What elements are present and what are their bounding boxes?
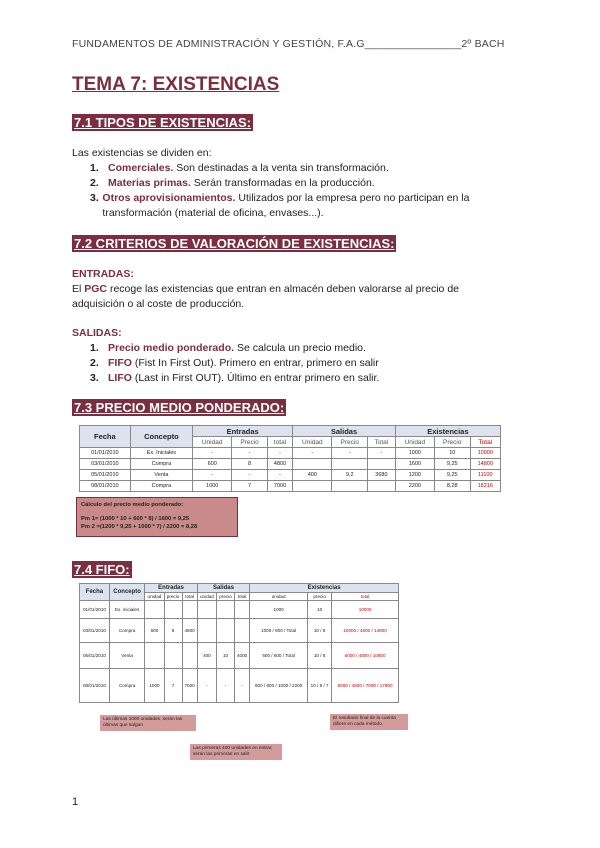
tipos-list [90, 161, 510, 221]
subheader: Unidad [193, 437, 232, 448]
entradas-text: El PGC recoge las existencias que entran en almacén deben valorarse al precio de adquisición o al coste de producción. [72, 283, 459, 310]
table-row: 01/01/2010 Ex. Iniciales - - - - - - 1000 10 10000 [80, 448, 501, 459]
calc-title: Cálculo del precio medio ponderado: [81, 502, 184, 508]
intro-text: Las existencias se dividen en: [72, 147, 212, 159]
list-item: 3. Otros aprovisionamientos. Utilizados por la empresa pero no participan en la transformación (material de oficina, envases...). [90, 192, 470, 219]
calc-line: Pm 1= (1000 * 10 + 600 * 8) / 1600 = 9,25 [81, 516, 190, 522]
subheader: precio [308, 593, 332, 601]
table-row: 03/01/2010 Compra 600 8 4800 1000 / 600 / Total 10 / 8 10000 / 4800 / 14800 [80, 619, 399, 643]
subheader: Precio [332, 437, 368, 448]
subheader: precio [164, 593, 182, 601]
salidas-list [90, 341, 510, 386]
page-title: TEMA 7: EXISTENCIAS [72, 74, 280, 95]
pmp-table [79, 425, 501, 492]
subheader: precio [217, 593, 235, 601]
subheader: unidad [197, 593, 216, 601]
section-heading-criterios: 7.2 CRITERIOS DE VALORACIÓN DE EXISTENCIAS: [74, 236, 395, 251]
page-header: FUNDAMENTOS DE ADMINISTRACIÓN Y GESTIÓN, F.A.G________________2º BACH [72, 38, 505, 50]
col-fecha: Fecha [80, 584, 110, 601]
page-number: 1 [72, 796, 79, 808]
table-row: 05/01/2010 Venta - - - 400 9,2 3680 1200 9,25 11100 [80, 470, 501, 481]
list-item: 2. Materias primas. Serán transformadas en la producción. [90, 177, 375, 189]
subheader: unidad [250, 593, 308, 601]
table-row: 03/01/2010 Compra 600 8 4800 1600 9,25 14800 [80, 459, 501, 470]
section-heading-pmp: 7.3 PRECIO MEDIO PONDERADO: [74, 400, 285, 415]
fifo-note-resultado: El resultado final de la cuenta difiere en cada método. [330, 714, 408, 730]
table-row: 08/01/2010 Compra 1000 7 7000 2200 8,28 18216 [80, 481, 501, 492]
calc-line: Pm 2 =(1200 * 9,25 + 1000 * 7) / 2200 = 8,28 [81, 524, 198, 530]
fifo-note-ultimas: Las últimas 1000 unidades, serán las últimas que salgan [100, 715, 196, 731]
subheader: Total [368, 437, 396, 448]
pmp-calculation-box [76, 497, 238, 537]
fifo-table [79, 583, 399, 703]
subheader: total [332, 593, 399, 601]
list-item: 2. FIFO (Fist In First Out). Primero en entrar, primero en salir [90, 357, 379, 369]
col-salidas: Salidas [197, 584, 249, 593]
entradas-label: ENTRADAS: [72, 268, 134, 280]
subheader: Total [470, 437, 500, 448]
col-existencias: Existencias [395, 426, 500, 437]
subheader: total [267, 437, 292, 448]
table-row: 01/01/2010 Ex. iniciales 1000 10 10000 [80, 601, 399, 619]
col-entradas: Entradas [145, 584, 197, 593]
salidas-label: SALIDAS: [72, 327, 122, 339]
table-row: 05/01/2010 Venta 400 10 4000 600 / 600 / Total 10 / 8 6000 / 4800 / 10800 [80, 643, 399, 669]
section-heading-fifo: 7.4 FIFO: [74, 562, 130, 577]
subheader: Precio [232, 437, 268, 448]
col-concepto: Concepto [130, 426, 192, 448]
col-entradas: Entradas [193, 426, 293, 437]
subheader: total [182, 593, 197, 601]
section-heading-tipos: 7.1 TIPOS DE EXISTENCIAS: [74, 115, 251, 130]
subheader: Unidad [293, 437, 332, 448]
col-fecha: Fecha [80, 426, 131, 448]
subheader: Unidad [395, 437, 434, 448]
col-existencias: Existencias [250, 584, 399, 593]
table-row: 08/01/2010 Compra 1000 7 7000 - - - 600 / 600 / 1000 / 2200 10 / 8 / 7 6000 / 4800 / 7000 / 17800 [80, 669, 399, 703]
col-salidas: Salidas [293, 426, 396, 437]
subheader: unidad [145, 593, 164, 601]
fifo-note-primeras: Las primeras 400 unidades en entrar, serán las primeras en salir [190, 744, 282, 760]
subheader: Precio [434, 437, 470, 448]
list-item: 3. LIFO (Last in First OUT). Último en entrar primero en salir. [90, 372, 380, 384]
list-item: 1. Precio medio ponderado. Se calcula un precio medio. [90, 342, 366, 354]
col-concepto: Concepto [109, 584, 144, 601]
list-item: 1. Comerciales. Son destinadas a la venta sin transformación. [90, 162, 389, 174]
subheader: total [234, 593, 249, 601]
